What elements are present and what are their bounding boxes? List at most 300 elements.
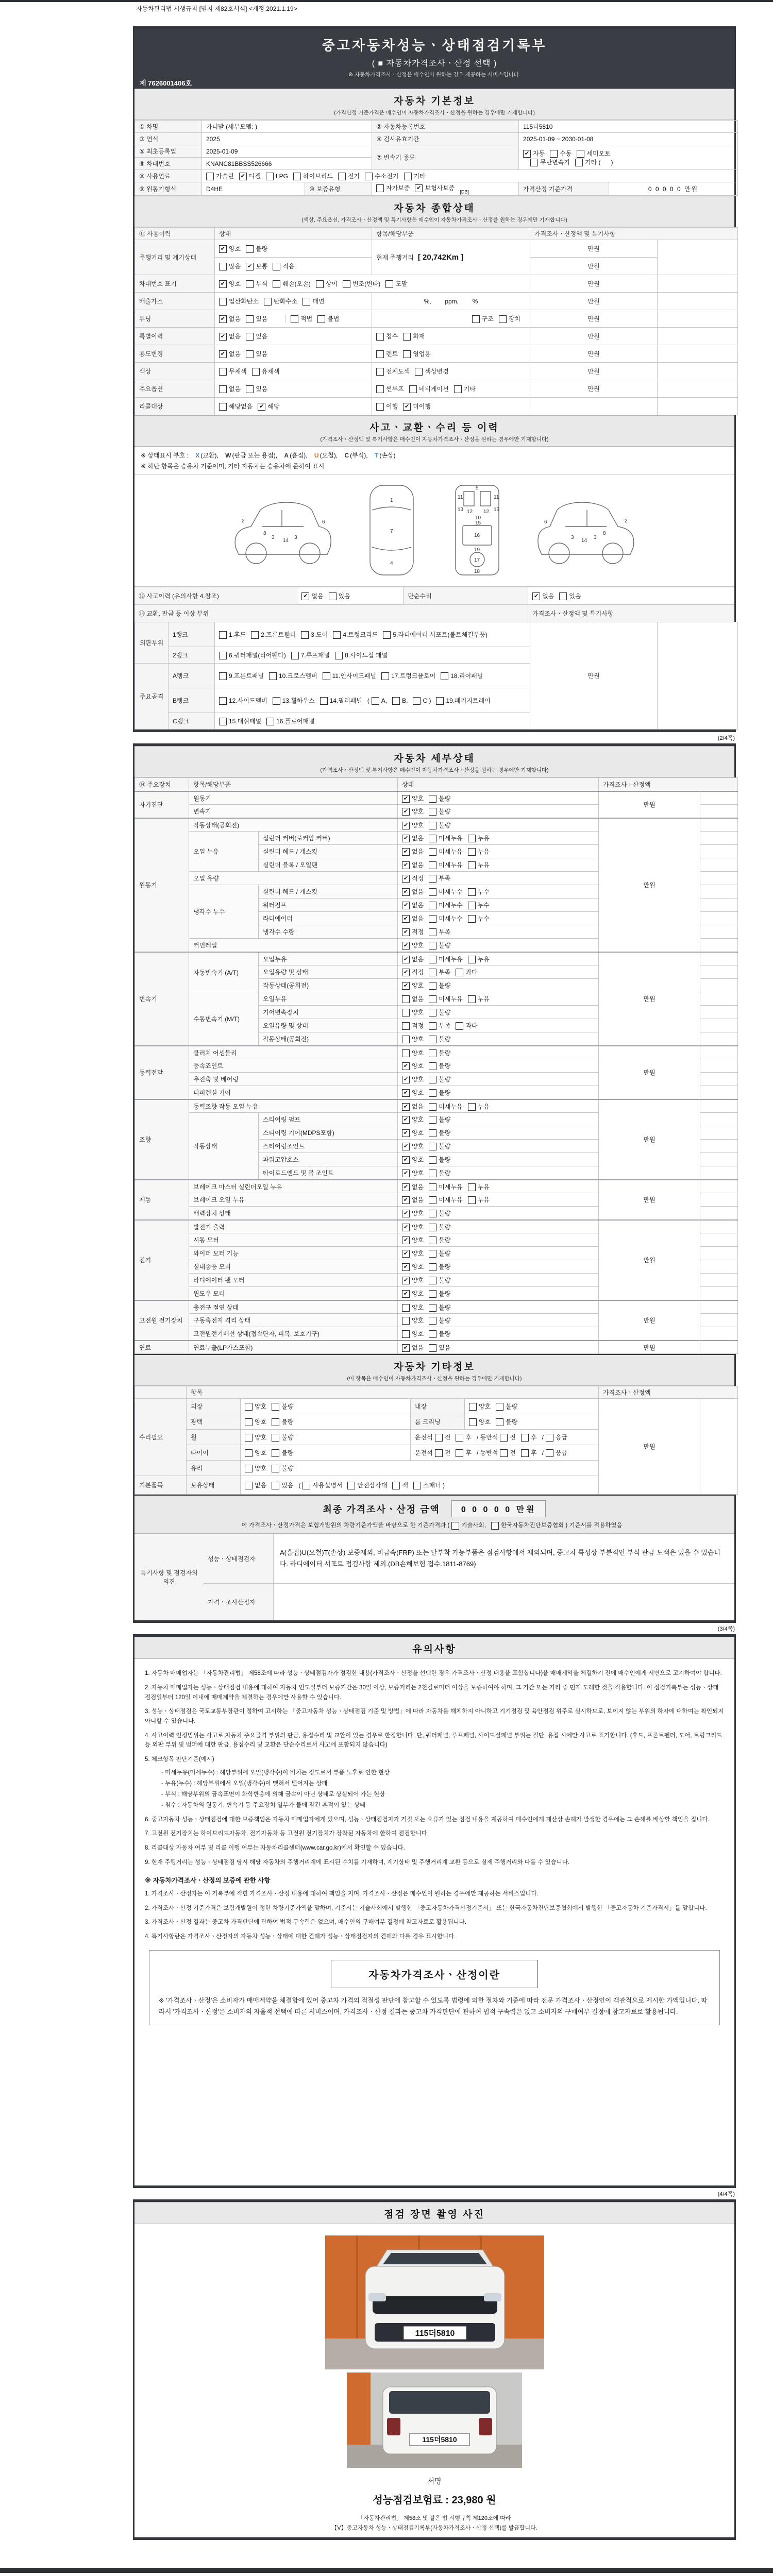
checkbox-icon[interactable] (429, 1036, 436, 1043)
checkbox-icon[interactable] (402, 1089, 410, 1097)
checkbox-icon[interactable] (219, 631, 227, 639)
first-registration-value: 2025-01-09 (202, 145, 372, 158)
checkbox-icon[interactable] (219, 672, 227, 680)
state-checks[interactable] (402, 860, 594, 869)
checkbox-icon[interactable] (320, 697, 328, 705)
checkbox-icon[interactable] (272, 1482, 279, 1489)
checkbox-icon[interactable] (429, 888, 436, 896)
checkbox-icon[interactable] (429, 902, 436, 909)
state-checks[interactable] (402, 941, 594, 950)
checkbox-icon[interactable] (219, 298, 227, 306)
checkbox-icon[interactable] (402, 928, 410, 936)
polish-checks[interactable] (245, 1417, 406, 1426)
checkbox-icon[interactable] (429, 1290, 436, 1298)
checkbox-icon[interactable] (468, 888, 476, 896)
checkbox-icon[interactable] (550, 150, 558, 158)
glass-checks[interactable] (245, 1464, 594, 1472)
state-checks[interactable] (402, 1128, 594, 1137)
group-label: 수리필요 (135, 1399, 187, 1476)
state-checks[interactable] (402, 1223, 594, 1231)
checkbox-icon[interactable] (454, 385, 462, 393)
checkbox-icon[interactable] (469, 1403, 477, 1411)
checkbox-icon[interactable] (272, 1434, 279, 1442)
state-checks[interactable] (402, 1289, 594, 1298)
fuel-checks[interactable] (206, 172, 733, 180)
state-checks[interactable] (402, 1235, 594, 1244)
checkbox-icon[interactable] (402, 808, 410, 816)
checkbox-icon[interactable] (429, 1022, 436, 1030)
checkbox-icon[interactable] (429, 928, 436, 936)
checkbox-icon[interactable] (272, 1403, 279, 1411)
checkbox-icon[interactable] (372, 697, 379, 705)
state-checks[interactable] (402, 968, 594, 976)
usage-change-item-checks[interactable] (376, 349, 526, 358)
checkbox-icon[interactable] (402, 1210, 410, 1217)
state-checks[interactable] (402, 1048, 594, 1057)
checkbox-icon[interactable] (246, 385, 254, 393)
checkbox-icon[interactable] (402, 1250, 410, 1258)
checkbox-icon[interactable] (402, 982, 410, 990)
checkbox-icon[interactable] (381, 672, 389, 680)
checkbox-icon[interactable] (402, 1009, 410, 1016)
checkbox-icon[interactable] (468, 861, 476, 869)
checkbox-icon[interactable] (219, 263, 227, 270)
checkbox-icon[interactable] (402, 1344, 410, 1352)
state-checks[interactable] (402, 914, 594, 923)
state-checks[interactable] (402, 1182, 594, 1191)
checkbox-icon[interactable] (429, 1129, 436, 1137)
checkbox-icon[interactable] (559, 592, 567, 600)
checkbox-icon[interactable] (272, 1449, 279, 1457)
car-diagram-bottom (446, 481, 508, 579)
state-checks[interactable] (402, 874, 594, 883)
state-checks[interactable] (402, 1343, 594, 1352)
checkbox-icon[interactable] (246, 333, 254, 341)
checkbox-icon[interactable] (532, 592, 540, 600)
checkbox-icon[interactable] (546, 1449, 553, 1457)
checkbox-icon[interactable] (521, 1449, 529, 1457)
checkbox-icon[interactable] (429, 956, 436, 963)
checkbox-icon[interactable] (468, 1103, 476, 1111)
checkbox-icon[interactable] (402, 1196, 410, 1204)
checkbox-icon[interactable] (429, 875, 436, 883)
wheel-checks[interactable] (245, 1433, 406, 1442)
options-item-checks[interactable] (376, 384, 526, 393)
checkbox-icon[interactable] (317, 315, 325, 323)
checkbox-icon[interactable] (429, 1156, 436, 1164)
checkbox-icon[interactable] (323, 672, 330, 680)
checkbox-icon[interactable] (402, 1076, 410, 1083)
checkbox-icon[interactable] (376, 368, 384, 376)
state-checks[interactable] (402, 1168, 594, 1177)
checkbox-icon[interactable] (496, 1403, 503, 1411)
checkbox-icon[interactable] (246, 263, 254, 270)
checkbox-icon[interactable] (468, 915, 476, 923)
checkbox-icon[interactable] (264, 298, 272, 306)
state-checks[interactable] (402, 1008, 594, 1016)
checkbox-icon[interactable] (472, 315, 480, 323)
checkbox-icon[interactable] (429, 1344, 436, 1352)
checkbox-icon[interactable] (429, 969, 436, 976)
checkbox-icon[interactable] (402, 969, 410, 976)
state-checks[interactable] (402, 955, 594, 963)
checkbox-icon[interactable] (469, 1418, 477, 1426)
checkbox-icon[interactable] (219, 368, 227, 376)
checkbox-icon[interactable] (429, 1224, 436, 1231)
checkbox-icon[interactable] (402, 1277, 410, 1284)
state-checks[interactable] (402, 807, 594, 816)
transmission-checks-line2[interactable] (530, 158, 733, 166)
price-cell: 만원 (530, 293, 658, 310)
checkbox-icon[interactable] (402, 1143, 410, 1150)
tuning-item-checks[interactable] (376, 314, 526, 323)
room-cleaning-checks[interactable] (469, 1417, 594, 1426)
checkbox-icon[interactable] (429, 1143, 436, 1150)
mileage-amount-checks[interactable] (219, 262, 367, 270)
checkbox-icon[interactable] (402, 1156, 410, 1164)
checkbox-icon[interactable] (468, 995, 476, 1003)
tuning-legal-checks[interactable] (285, 314, 344, 323)
checkbox-icon[interactable] (468, 1183, 476, 1191)
checkbox-icon[interactable] (402, 1062, 410, 1070)
checkbox-icon[interactable] (402, 1317, 410, 1325)
checkbox-icon[interactable] (273, 263, 280, 270)
checkbox-icon[interactable] (245, 1434, 253, 1442)
checkbox-icon[interactable] (402, 1129, 410, 1137)
state-checks[interactable] (402, 901, 594, 909)
state-checks[interactable] (402, 1102, 594, 1111)
state-checks[interactable] (402, 994, 594, 1003)
checkbox-icon[interactable] (468, 848, 476, 856)
state-checks[interactable] (402, 1276, 594, 1284)
checkbox-icon[interactable] (273, 697, 280, 705)
checkbox-icon[interactable] (335, 652, 343, 659)
checkbox-icon[interactable] (402, 1183, 410, 1191)
state-checks[interactable] (402, 847, 594, 856)
checkbox-icon[interactable] (468, 902, 476, 909)
state-checks[interactable] (402, 1035, 594, 1043)
checkbox-icon[interactable] (385, 280, 393, 288)
state-checks[interactable] (402, 1195, 594, 1204)
checkbox-icon[interactable] (451, 1522, 459, 1530)
checkbox-icon[interactable] (291, 652, 299, 659)
checkbox-icon[interactable] (441, 672, 448, 680)
checkbox-icon[interactable] (402, 1116, 410, 1124)
checkbox-icon[interactable] (429, 861, 436, 869)
tire-position-checks[interactable] (415, 1448, 594, 1457)
checkbox-icon[interactable] (219, 385, 227, 393)
checkbox-icon[interactable] (266, 173, 274, 180)
notice-sub-item: - 누유(누수) : 해당부위에서 오일(냉각수)이 맺혀서 떨어지는 상태 (161, 1781, 328, 1787)
checkbox-icon[interactable] (402, 1290, 410, 1298)
checkbox-icon[interactable] (246, 350, 254, 358)
warranty-checks[interactable] (376, 183, 460, 192)
recall-checks[interactable] (219, 402, 367, 411)
checkbox-icon[interactable] (435, 1434, 443, 1442)
state-checks[interactable] (402, 821, 594, 829)
final-price-note-checks[interactable] (241, 1521, 627, 1529)
checkbox-icon[interactable] (402, 915, 410, 923)
checkbox-icon[interactable] (530, 159, 538, 166)
rank1-checks[interactable] (219, 630, 526, 639)
state-checks[interactable] (402, 1075, 594, 1083)
checkbox-icon[interactable] (402, 822, 410, 829)
checkbox-icon[interactable] (402, 1330, 410, 1338)
rankC-checks[interactable] (219, 717, 526, 725)
state-checks[interactable] (402, 927, 594, 936)
checkbox-icon[interactable] (429, 1263, 436, 1271)
checkbox-icon[interactable] (376, 333, 384, 341)
checkbox-icon[interactable] (546, 1434, 553, 1442)
checkbox-icon[interactable] (523, 150, 531, 158)
color-checks[interactable] (219, 367, 367, 376)
tuning-checks[interactable] (219, 314, 285, 323)
item-label: 작동상태(공회전) (189, 818, 398, 832)
checkbox-icon[interactable] (402, 902, 410, 909)
state-checks[interactable] (402, 1155, 594, 1164)
checkbox-icon[interactable] (402, 942, 410, 950)
checkbox-icon[interactable] (347, 1482, 355, 1489)
checkbox-icon[interactable] (429, 808, 436, 816)
checkbox-icon[interactable] (245, 1449, 253, 1457)
checkbox-icon[interactable] (413, 697, 421, 705)
transmission-checks-line1[interactable] (523, 149, 733, 158)
checkbox-icon[interactable] (429, 1304, 436, 1312)
wheel-position-checks[interactable] (415, 1433, 594, 1442)
simple-repair-checks[interactable] (532, 591, 586, 600)
checkbox-label: 3.도어 (311, 631, 328, 639)
checkbox-icon[interactable] (301, 592, 309, 600)
checkbox-icon[interactable] (251, 631, 259, 639)
checkbox-icon[interactable] (239, 173, 247, 180)
checkbox-icon[interactable] (291, 315, 298, 323)
checkbox-icon[interactable] (402, 1304, 410, 1312)
checkbox-icon[interactable] (468, 1196, 476, 1204)
checkbox-icon[interactable] (403, 350, 411, 358)
checkbox-icon[interactable] (316, 280, 324, 288)
checkbox-icon[interactable] (376, 385, 384, 393)
interior-checks[interactable] (469, 1402, 594, 1411)
checkbox-icon[interactable] (456, 1022, 463, 1030)
checkbox-icon[interactable] (245, 1482, 253, 1489)
checkbox-icon[interactable] (383, 631, 391, 639)
checkbox-icon[interactable] (219, 280, 227, 288)
checkbox-icon[interactable] (521, 1434, 529, 1442)
checkbox-icon[interactable] (402, 956, 410, 963)
state-checks[interactable] (402, 1142, 594, 1150)
state-checks[interactable] (402, 1316, 594, 1325)
checkbox-icon[interactable] (429, 1170, 436, 1177)
checkbox-icon[interactable] (575, 159, 583, 166)
checkbox-icon[interactable] (429, 1330, 436, 1338)
checkbox-icon[interactable] (429, 848, 436, 856)
checkbox-icon[interactable] (402, 888, 410, 896)
checkbox-icon[interactable] (245, 1403, 253, 1411)
checkbox-icon[interactable] (429, 915, 436, 923)
notice-item: 5. 체크항목 판단기준(예시) (145, 1756, 214, 1762)
checkbox-icon[interactable] (402, 835, 410, 842)
rank2-checks[interactable] (219, 651, 526, 659)
rankA-checks[interactable] (219, 671, 526, 680)
state-checks[interactable] (402, 981, 594, 990)
checkbox-icon[interactable] (436, 697, 444, 705)
checkbox-icon[interactable] (468, 956, 476, 963)
checkbox-icon[interactable] (206, 173, 214, 180)
checkbox-icon[interactable] (429, 982, 436, 990)
state-checks[interactable] (402, 1303, 594, 1312)
checkbox-icon[interactable] (456, 1449, 463, 1457)
checkbox-icon[interactable] (338, 173, 346, 180)
checkbox-icon[interactable] (258, 403, 265, 411)
checkbox-icon[interactable] (303, 1482, 310, 1489)
checkbox-icon[interactable] (429, 1062, 436, 1070)
checkbox-icon[interactable] (429, 1049, 436, 1057)
checkbox-icon[interactable] (219, 718, 227, 725)
checkbox-icon[interactable] (219, 697, 227, 705)
checkbox-icon[interactable] (402, 1022, 410, 1030)
color-item-checks[interactable] (376, 367, 526, 376)
checkbox-icon[interactable] (429, 1250, 436, 1258)
checkbox-icon[interactable] (413, 1482, 421, 1489)
checkbox-icon[interactable] (402, 848, 410, 856)
checkbox-icon[interactable] (246, 280, 254, 288)
checkbox-icon[interactable] (429, 1076, 436, 1083)
checkbox-icon[interactable] (402, 1170, 410, 1177)
checkbox-icon[interactable] (403, 333, 411, 341)
checkbox-icon[interactable] (219, 315, 227, 323)
checkbox-icon[interactable] (402, 861, 410, 869)
checkbox-icon[interactable] (273, 280, 280, 288)
checkbox-icon[interactable] (219, 245, 227, 253)
state-checks[interactable] (402, 1262, 594, 1271)
checkbox-icon[interactable] (333, 631, 341, 639)
checkbox-icon[interactable] (429, 795, 436, 803)
checkbox-icon[interactable] (415, 368, 423, 376)
checkbox-icon[interactable] (219, 350, 227, 358)
checkbox-icon[interactable] (402, 995, 410, 1003)
checkbox-icon[interactable] (429, 1317, 436, 1325)
checkbox-icon[interactable] (252, 368, 260, 376)
checkbox-icon[interactable] (491, 1522, 499, 1530)
checkbox-icon[interactable] (429, 822, 436, 829)
checkbox-icon[interactable] (429, 1089, 436, 1097)
checkbox-icon[interactable] (499, 315, 507, 323)
state-checks[interactable] (402, 1061, 594, 1070)
checkbox-icon[interactable] (415, 184, 423, 192)
tire-checks[interactable] (245, 1448, 406, 1457)
checkbox-icon[interactable] (402, 1224, 410, 1231)
checkbox-icon[interactable] (402, 1236, 410, 1244)
checkbox-icon[interactable] (402, 1103, 410, 1111)
checkbox-icon[interactable] (429, 1196, 436, 1204)
checkbox-icon[interactable] (376, 184, 384, 192)
checkbox-icon[interactable] (303, 298, 310, 306)
checkbox-icon[interactable] (496, 1418, 503, 1426)
emission-checks[interactable] (219, 297, 367, 306)
mileage-state-checks[interactable] (219, 244, 367, 253)
usage-change-checks[interactable] (219, 349, 367, 358)
rankB-checks[interactable] (219, 696, 526, 705)
field-label: ⑤ 최초등록일 (135, 145, 202, 158)
checkbox-icon[interactable] (402, 795, 410, 803)
checkbox-icon[interactable] (456, 1434, 463, 1442)
checkbox-icon[interactable] (343, 280, 350, 288)
checkbox-icon[interactable] (402, 1036, 410, 1043)
checkbox-icon[interactable] (429, 1277, 436, 1284)
checkbox-icon[interactable] (456, 969, 463, 976)
checkbox-icon[interactable] (293, 173, 301, 180)
checkbox-icon[interactable] (468, 835, 476, 842)
checkbox-icon[interactable] (219, 652, 227, 659)
checkbox-icon[interactable] (376, 403, 384, 411)
checkbox-icon[interactable] (365, 173, 373, 180)
checkbox-icon[interactable] (500, 1449, 508, 1457)
checkbox-icon[interactable] (376, 350, 384, 358)
checkbox-icon[interactable] (246, 315, 254, 323)
state-checks[interactable] (402, 1088, 594, 1097)
checkbox-icon[interactable] (219, 403, 227, 411)
checkbox-icon[interactable] (404, 173, 412, 180)
checkbox-icon[interactable] (429, 835, 436, 842)
checkbox-icon[interactable] (402, 1263, 410, 1271)
checkbox-icon[interactable] (266, 718, 274, 725)
special-history-checks[interactable] (219, 332, 367, 341)
checkbox-icon[interactable] (429, 1103, 436, 1111)
checkbox-icon[interactable] (402, 875, 410, 883)
checkbox-icon[interactable] (219, 333, 227, 341)
checkbox-icon[interactable] (429, 1183, 436, 1191)
checkbox-icon[interactable] (392, 697, 400, 705)
checkbox-icon[interactable] (392, 1482, 400, 1489)
checkbox-icon[interactable] (272, 1418, 279, 1426)
checkbox-icon[interactable] (429, 1116, 436, 1124)
checkbox-icon[interactable] (301, 631, 309, 639)
checkbox-icon[interactable] (269, 672, 277, 680)
special-history-item-checks[interactable] (376, 332, 526, 341)
state-checks[interactable] (402, 1329, 594, 1338)
checkbox-icon[interactable] (329, 592, 337, 600)
checkbox-icon[interactable] (272, 1465, 279, 1472)
checkbox-icon[interactable] (409, 385, 417, 393)
checkbox-icon[interactable] (402, 1049, 410, 1057)
state-checks[interactable] (402, 1021, 594, 1030)
vin-state-checks[interactable] (219, 279, 526, 288)
recall-item-checks[interactable] (376, 402, 526, 411)
checkbox-icon[interactable] (577, 150, 584, 158)
state-checks[interactable] (402, 887, 594, 896)
state-checks[interactable] (402, 794, 594, 803)
options-checks[interactable] (219, 384, 367, 393)
checkbox-icon[interactable] (429, 1236, 436, 1244)
checkbox-icon[interactable] (246, 245, 254, 253)
state-checks[interactable] (402, 1209, 594, 1217)
checkbox-icon[interactable] (245, 1418, 253, 1426)
checkbox-icon[interactable] (500, 1434, 508, 1442)
state-checks[interactable] (402, 834, 594, 842)
checkbox-icon[interactable] (429, 942, 436, 950)
checkbox-icon[interactable] (429, 1009, 436, 1016)
state-checks[interactable] (402, 1115, 594, 1124)
checkbox-icon[interactable] (429, 1210, 436, 1217)
state-checks[interactable] (402, 1249, 594, 1258)
exterior-checks[interactable] (245, 1402, 406, 1411)
checkbox-icon[interactable] (403, 403, 411, 411)
basic-items-checks[interactable] (245, 1481, 594, 1489)
checkbox-icon[interactable] (245, 1465, 253, 1472)
accident-history-checks[interactable] (301, 591, 355, 600)
checkbox-icon[interactable] (429, 995, 436, 1003)
checkbox-icon[interactable] (435, 1449, 443, 1457)
